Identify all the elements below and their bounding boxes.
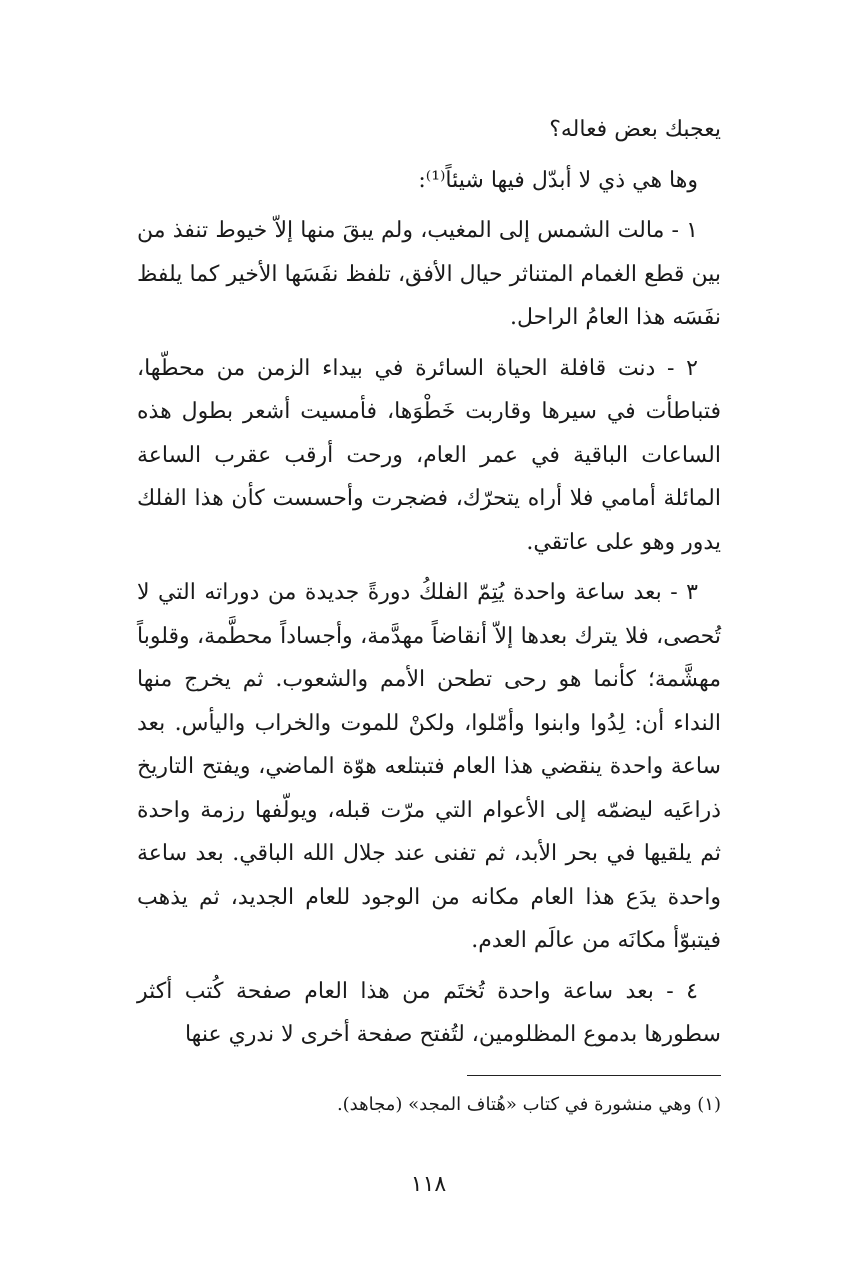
paragraph-5: ٣ - بعد ساعة واحدة يُتِمّ الفلكُ دورةً جديدة من دوراته التي لا تُحصى، فلا يترك بعدها إلاّ أنقاضاً مهدَّمة، وأجساداً محطَّمة، وقلوباً مهشَّمة؛ كأنما هو رحى تطحن الأمم والشعوب. ثم يخرج منها النداء أن: لِدُوا وابنوا وأمّلوا، ولكنْ للموت والخراب واليأس. بعد ساعة واحدة ينقضي هذا العام فتبتلعه هوّة الماضي، ويفتح التاريخ ذراعَيه ليضمّه إلى الأعوام التي مرّت قبله، ويولّفها رزمة واحدة ثم يلقيها في بحر الأبد، ثم تفنى عند جلال الله الباقي. بعد ساعة واحدة يدَع هذا العام مكانه من الوجود للعام الجديد، ثم يذهب فيتبوّأ مكانَه من عالَم العدم. <box>137 580 721 953</box>
paragraph-4: ٢ - دنت قافلة الحياة السائرة في بيداء الزمن من محطّها، فتباطأت في سيرها وقاربت خَطْوَها، فأمسيت أشعر بطول هذه الساعات الباقية في عمر العام، ورحت أرقب عقرب الساعة المائلة أمامي فلا أراه يتحرّك، فضجرت وأحسست كأن هذا الفلك يدور وهو على عاتقي. <box>137 355 721 555</box>
body-text <box>137 108 721 1057</box>
paragraph-2: وها هي ذي لا أبدّل فيها شيئاً⁽¹⁾: <box>418 167 698 193</box>
paragraph-6: ٤ - بعد ساعة واحدة تُختَم من هذا العام صفحة كُتب أكثر سطورها بدموع المظلومين، لتُفتح صفحة أخرى لا ندري عنها <box>137 978 721 1047</box>
footnote: (١) وهي منشورة في كتاب «هُتاف المجد» (مجاهد). <box>336 1094 721 1115</box>
paragraph-1: يعجبك بعض فعاله؟ <box>549 117 721 142</box>
paragraph-3: ١ - مالت الشمس إلى المغيب، ولم يبقَ منها إلاّ خيوط تنفذ من بين قطع الغمام المتناثر حيال الأفق، تلفظ نفَسَها الأخير كما يلفظ نفَسَه هذا العامُ الراحل. <box>137 218 721 330</box>
page-number: ١١٨ <box>410 1172 447 1197</box>
footnote-divider <box>467 1075 721 1076</box>
